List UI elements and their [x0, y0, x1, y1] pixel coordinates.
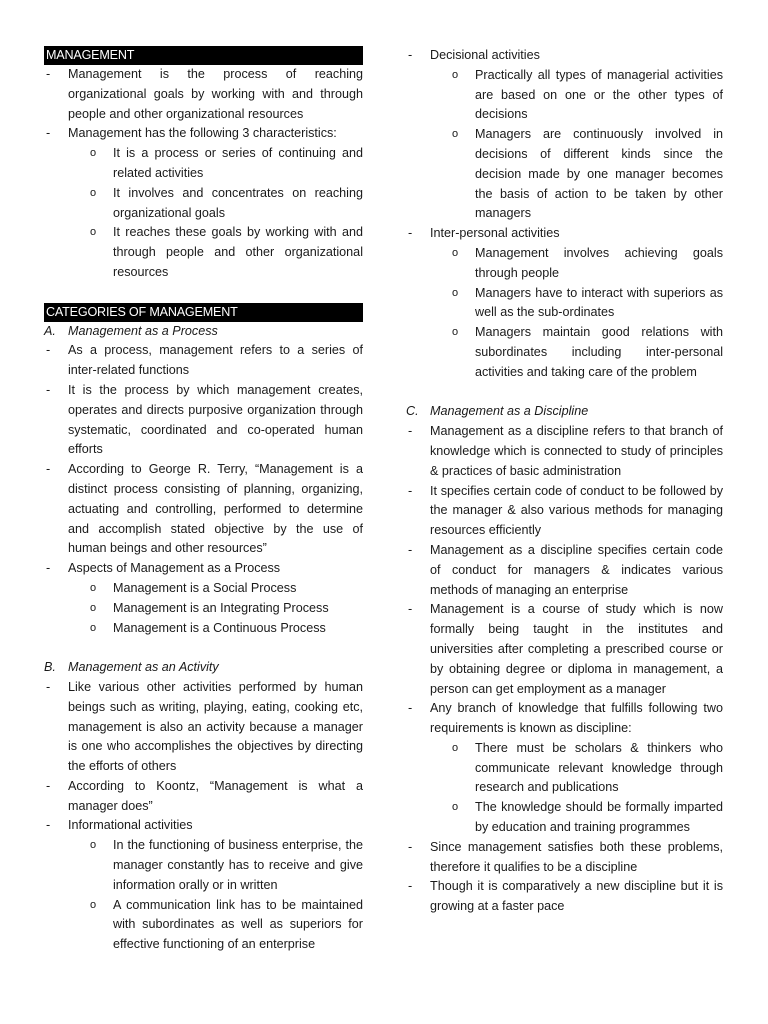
management-list: [44, 65, 363, 283]
list-item: - It specifies certain code of conduct to be followed by the manager & also various methods for managing resources efficiently: [406, 482, 723, 541]
sub-list-item: o It is a process or series of continuing and related activities: [44, 144, 363, 184]
list-item: - According to George R. Terry, “Management is a distinct process consisting of planning, organizing, actuating and controlling, performed to determine and accomplish stated objective by the use of human beings and other resources”: [44, 460, 363, 559]
list-item: - Aspects of Management as a Process: [44, 559, 363, 579]
sub-list-item: o Managers have to interact with superiors as well as the sub-ordinates: [406, 284, 723, 324]
list-item: - Like various other activities performed by human beings such as writing, playing, eating, cooking etc, management is also an activity because a manager is one who accomplishes the objectives by directing the efforts of others: [44, 678, 363, 777]
section-heading-management: MANAGEMENT: [44, 46, 363, 65]
subheading-letter: A.: [44, 323, 56, 338]
decisional-list: [406, 46, 723, 383]
list-item: - It is the process by which management creates, operates and directs purposive organization through systematic, coordinated and co-operated human efforts: [44, 381, 363, 460]
sub-list-item: o Management is a Continuous Process: [44, 619, 363, 639]
subheading-activity: [44, 658, 363, 678]
list-item: - Management is the process of reaching organizational goals by working with and through people and other organizational resources: [44, 65, 363, 124]
process-list: [44, 341, 363, 638]
sub-list-item: o A communication link has to be maintained with subordinates as well as superiors for effective functioning of an enterprise: [44, 896, 363, 955]
left-column: [44, 46, 363, 955]
sub-list-item: o There must be scholars & thinkers who communicate relevant knowledge through research and publications: [406, 739, 723, 798]
subheading-letter: B.: [44, 660, 56, 675]
list-item: - Informational activities: [44, 816, 363, 836]
sub-list-item: o It reaches these goals by working with and through people and other organizational resources: [44, 223, 363, 282]
right-column: [406, 46, 723, 917]
list-item: - Management is a course of study which is now formally being taught in the institutes and universities after completing a prescribed course or by obtaining degree or diploma in management, a person can get employment as a manager: [406, 600, 723, 699]
subheading-discipline: [406, 402, 723, 422]
list-item: - According to Koontz, “Management is what a manager does”: [44, 777, 363, 817]
list-item: - Since management satisfies both these problems, therefore it qualifies to be a discipline: [406, 838, 723, 878]
sub-list-item: o Management involves achieving goals through people: [406, 244, 723, 284]
subheading-title: Management as a Process: [68, 323, 218, 338]
sub-list-item: o The knowledge should be formally imparted by education and training programmes: [406, 798, 723, 838]
subheading-process: [44, 322, 363, 342]
list-item: - Any branch of knowledge that fulfills following two requirements is known as discipline:: [406, 699, 723, 739]
list-item: - Though it is comparatively a new discipline but it is growing at a faster pace: [406, 877, 723, 917]
list-item: - Management has the following 3 characteristics:: [44, 124, 363, 144]
sub-list-item: o It involves and concentrates on reaching organizational goals: [44, 184, 363, 224]
sub-list-item: o In the functioning of business enterprise, the manager constantly has to receive and give information orally or in written: [44, 836, 363, 895]
activity-list: [44, 678, 363, 955]
subheading-title: Management as an Activity: [68, 660, 219, 675]
list-item: - As a process, management refers to a series of inter-related functions: [44, 341, 363, 381]
sub-list-item: o Management is a Social Process: [44, 579, 363, 599]
list-item: - Decisional activities: [406, 46, 723, 66]
discipline-list: [406, 422, 723, 917]
sub-list-item: o Managers maintain good relations with subordinates including inter-personal activities and taking care of the problem: [406, 323, 723, 382]
subheading-letter: C.: [406, 404, 419, 419]
list-item: - Management as a discipline specifies certain code of conduct for managers & indicates various methods of managing an enterprise: [406, 541, 723, 600]
sub-list-item: o Managers are continuously involved in decisions of different kinds since the decision made by one manager becomes the basis of action to be taken by other managers: [406, 125, 723, 224]
list-item: - Management as a discipline refers to that branch of knowledge which is connected to study of principles & practices of basic administration: [406, 422, 723, 481]
subheading-title: Management as a Discipline: [430, 404, 589, 419]
section-heading-categories: CATEGORIES OF MANAGEMENT: [44, 303, 363, 322]
sub-list-item: o Practically all types of managerial activities are based on one or the other types of decisions: [406, 66, 723, 125]
list-item: - Inter-personal activities: [406, 224, 723, 244]
sub-list-item: o Management is an Integrating Process: [44, 599, 363, 619]
